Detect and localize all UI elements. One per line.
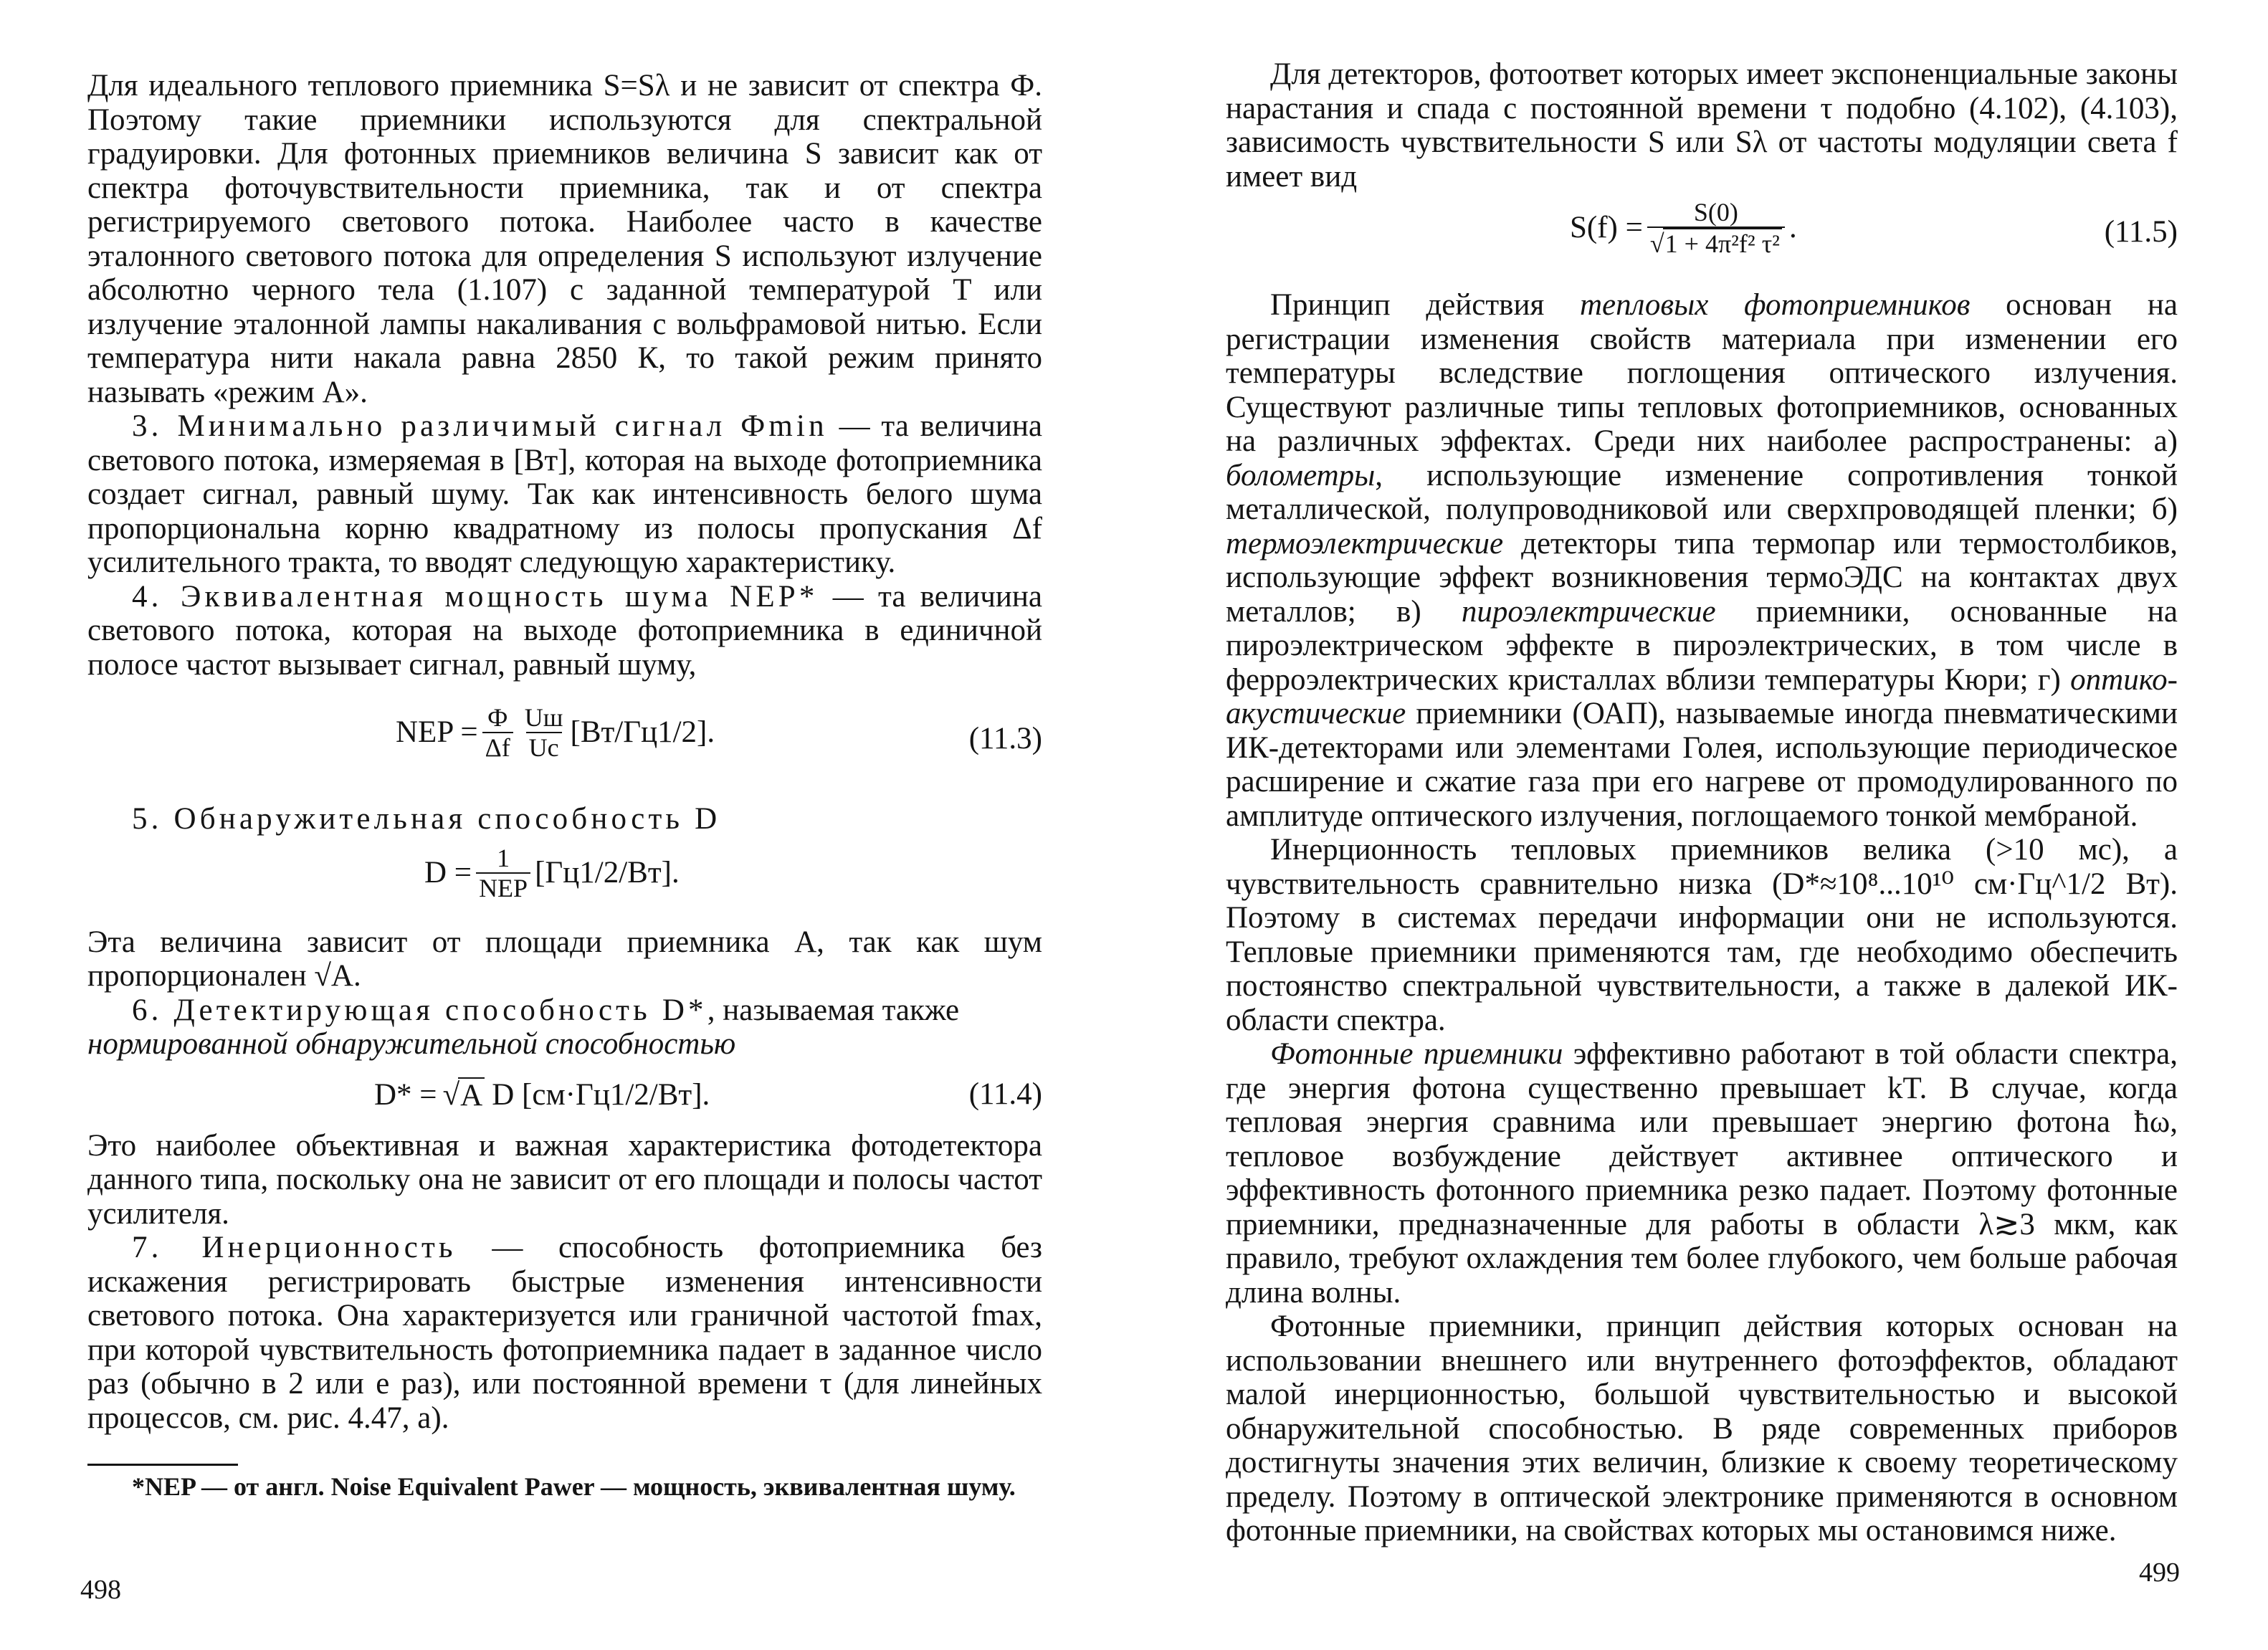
footnote-divider [87,1464,238,1466]
item-3 [87,409,1042,580]
item-7-body: — способность фотоприемника без искажения регистрировать быстрые изменения интенсивности светового потока. Она характеризуется или граничной частотой fmax, при которой чувствительность фотоприемника падает в заданное число раз (обычно в 2 или e раз), или постоянной времени τ (для линейных процессов, см. рис. 4.47, а). [87,1231,1042,1435]
fraction-numerator: 1 [497,843,510,872]
fraction-numerator: Uш [524,703,563,732]
formula-11-4-rest: D [см·Гц1/2/Вт]. [492,1077,710,1112]
footnote-text: *NEP — от англ. Noise Equivalent Pawer — мощность, эквивалентная шуму. [132,1472,1016,1501]
item-4 [87,580,1042,682]
formula-11-5-lhs: S(f) = [1570,211,1643,245]
fraction-denominator: Δf [482,732,513,762]
item-7-heading: 7. Инерционность [132,1231,457,1264]
paragraph-thermal-inertia: Инерционность тепловых приемников велика (>10 мс), а чувствительность сравнительно низка (D*≈10⁸...10¹⁰ см·Гц^1/2 Вт). Поэтому в системах передачи информации они не используются. Тепловые приемники применяются там, где необходимо обеспечить постоянство спектральной чувствительности, а также в далекой ИК-области спектра. [1226,833,2178,1037]
italic-term: оптико-акустические [1226,662,2178,730]
text-run: эффективно работают в той области спектра, где энергия фотона существенно превышает kT. В случае, когда тепловая энергия сравнима или превышает энергию фотона ħω, тепловое возбуждение действует активнее оптического и эффективность фотонного приемника резко падает. Поэтому фотонные приемники, предназначенные для работы в области λ≳3 мкм, как правило, требуют охлаждения тем более глубокого, чем больше рабочая длина волны. [1226,1037,2178,1310]
paragraph-objective: Это наиболее объективная и важная характеристика фотодетектора данного типа, поскольку она не зависит от его площади и полосы частот усилителя. [87,1128,1042,1231]
text-run: , использующие изменение сопротивления тонкой металлической, полупроводниковой или сверхпроводящей пленки; б) [1226,458,2178,526]
italic-term: Фотонные приемники [1270,1037,1563,1071]
item-6-italic-term: нормированной обнаружительной способностью [87,1027,736,1061]
paragraph-photon-receivers [1226,1037,2178,1310]
fraction-uw-uc [522,703,566,762]
footnote [87,1472,1042,1502]
paragraph-thermal-receivers [1226,288,2178,833]
page-number: 498 [80,1575,121,1605]
formula-d-units: [Гц1/2/Вт]. [535,855,680,890]
paragraph-ideal-receiver: Для идеального теплового приемника S=Sλ и не зависит от спектра Ф. Поэтому такие приемники используются для спектральной градуировки. Для фотонных приемников величина S зависит как от спектра фоточувствительности приемника, так и от спектра регистрируемого светового потока. Наиболее часто в качестве эталонного светового потока для определения S используют излучение абсолютно черного тела (1.107) с заданной температурой T или излучение эталонной лампы накаливания с вольфрамовой нитью. Если температура нити накала равна 2850 К, то такой режим принято называть «режим А». [87,69,1042,409]
sqrt-radicand: A [458,1077,485,1113]
equation-number: (11.5) [2104,215,2178,249]
text-run: детекторы типа термопар или термостолбиков, использующие эффект возникновения термоЭДС на контактах двух металлов; в) [1226,526,2178,629]
paragraph-photoeffect-receivers: Фотонные приемники, принцип действия которых основан на использовании внешнего или внутреннего фотоэффектов, обладают малой инерционностью, большой чувствительностью и высокой обнаружительной способностью. В ряде современных приборов достигнуты значения этих величин, близкие к своему теоретическому пределу. Поэтому в оптической электронике применяются в основном фотонные приемники, на свойствах которых мы остановимся ниже. [1226,1310,2178,1548]
formula-11-4-lhs: D* = [374,1077,437,1112]
right-page [1134,0,2268,1650]
text-run: приемники (ОАП), называемые иногда пневматическими ИК-детекторами или элементами Голея, использующие периодическое расширение и сжатие газа при его нагреве от промодулированного по амплитуде оптического излучения, поглощаемого тонкой мембраной. [1226,697,2178,833]
italic-term: тепловых фотоприемников [1580,288,1971,322]
fraction-numerator: S(0) [1693,198,1738,226]
formula-11-5-period: . [1788,211,1797,245]
item-6-heading: 6. Детектирующая способность D* [132,993,707,1027]
item-3-heading: 3. Минимально различимый сигнал Фmin [132,409,828,443]
formula-detectivity [87,836,1042,915]
equation-number: (11.3) [968,722,1042,755]
item-4-heading: 4. Эквивалентная мощность шума NEP* [132,579,819,614]
item-5 [87,802,1042,836]
formula-11-3-units: [Вт/Гц1/2]. [570,715,715,750]
sqrt-sign: √ [442,1077,460,1112]
formula-11-3 [87,687,1042,795]
fraction-denominator: √1 + 4π²f² τ² [1647,226,1785,258]
text-run: Принцип действия [1270,288,1580,322]
fraction-denominator: Uc [526,732,562,762]
paragraph-exponential-detectors: Для детекторов, фотоответ которых имеет экспоненциальные законы нарастания и спада с постоянной времени τ подобно (4.102), (4.103), зависимость чувствительности S или Sλ от частоты модуляции света f имеет вид [1226,57,2178,194]
equation-number: (11.4) [968,1077,1042,1111]
right-column [1226,57,2178,1548]
italic-term: термоэлектрические [1226,526,1504,561]
formula-11-5 [1226,194,2178,288]
text-run: основан на регистрации изменения свойств материала при изменении его температуры вследствие поглощения оптического излучения. Существуют различные типы тепловых фотоприемников, основанных на различных эффектах. Среди них наиболее распространены: а) [1226,288,2178,458]
item-6-body: , называемая также [707,993,960,1027]
item-4-body: — та величина светового потока, которая на выходе фотоприемника в единичной полосе частот вызывает сигнал, равный шуму, [87,579,1042,682]
page-number: 499 [2139,1558,2180,1588]
italic-term: болометры [1226,458,1376,492]
fraction-numerator: Ф [487,703,508,732]
text-run: приемники, основанные на пироэлектрическом эффекте в пироэлектрических, в том числе в ферроэлектрических кристаллах вблизи температуры Кюри; г) [1226,594,2178,697]
sqrt-radicand: 1 + 4π²f² τ² [1663,228,1782,258]
formula-11-3-lhs: NEP = [396,715,478,750]
item-6 [87,993,1042,1028]
fraction-one-nep [476,844,530,902]
item-7 [87,1231,1042,1435]
paragraph-area-dependence: Эта величина зависит от площади приемника A, так как шум пропорционален √A. [87,925,1042,993]
left-column [87,69,1042,1502]
formula-d-lhs: D = [424,855,472,890]
item-3-body: — та величина светового потока, измеряемая в [Вт], которая на выходе фотоприемника создает сигнал, равный шуму. Так как интенсивность белого шума пропорциональна корню квадратному из полосы пропускания Δf усилительного тракта, то вводят следующую характеристику. [87,409,1042,579]
italic-term: пироэлектрические [1461,594,1716,629]
fraction-phi-df [482,703,513,762]
formula-11-4 [87,1064,1042,1129]
fraction-s0-sqrt [1647,198,1785,258]
fraction-denominator: NEP [476,872,530,902]
item-5-heading: 5. Обнаружительная способность D [132,802,721,836]
